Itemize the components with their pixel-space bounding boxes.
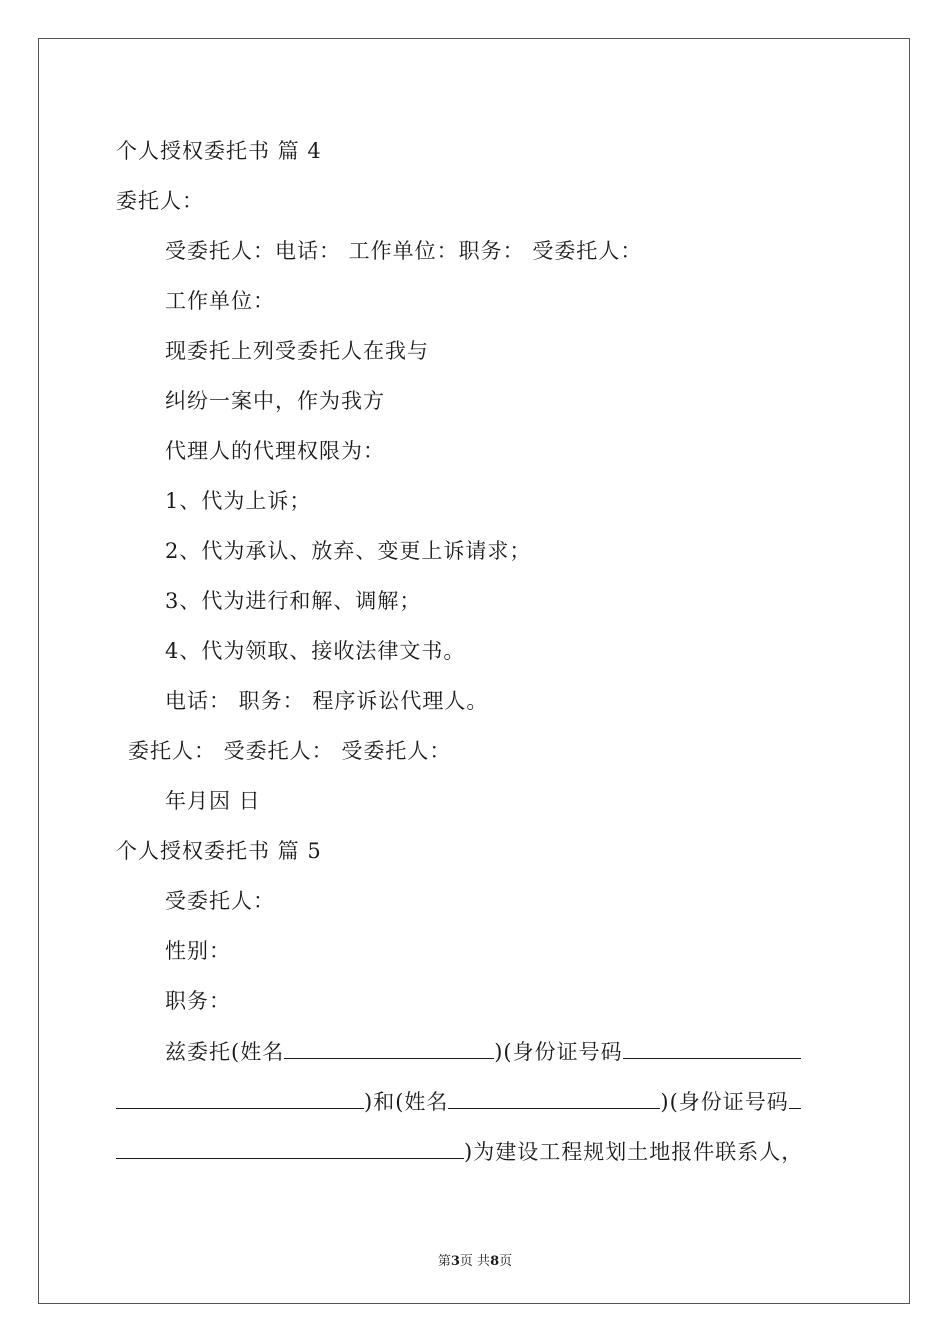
name-blank-2[interactable]	[448, 1088, 660, 1109]
p1-text-b: )(身份证号码	[494, 1040, 623, 1064]
section4-item-4: 4、代为领取、接收法律文书。	[165, 639, 466, 663]
p2-text-a: )和(姓名	[364, 1090, 449, 1114]
footer-suffix: 页	[499, 1254, 513, 1269]
p2-text-b: )(身份证号码	[660, 1090, 789, 1114]
id-blank-2-end[interactable]	[116, 1138, 464, 1159]
section4-work-unit: 工作单位：	[165, 289, 275, 313]
section5-paragraph-line-3	[116, 1138, 803, 1165]
section4-item-3: 3、代为进行和解、调解；	[165, 589, 422, 613]
section4-contact-row: 电话： 职务： 程序诉讼代理人。	[165, 689, 489, 713]
section5-paragraph-line-1	[165, 1038, 801, 1065]
page-footer	[0, 1250, 950, 1269]
footer-prefix: 第	[437, 1254, 451, 1269]
section5-agent: 受委托人：	[165, 889, 275, 913]
section4-item-2: 2、代为承认、放弃、变更上诉请求；	[165, 539, 532, 563]
section4-intro-2: 纠纷一案中，作为我方	[165, 389, 385, 413]
id-blank-2-start[interactable]	[789, 1088, 801, 1109]
id-blank-1-start[interactable]	[623, 1038, 801, 1059]
section4-intro-1: 现委托上列受委托人在我与	[165, 339, 429, 363]
footer-page-number: 3	[450, 1254, 460, 1269]
section4-item-1: 1、代为上诉；	[165, 489, 312, 513]
section4-date-row: 年月因 日	[165, 789, 261, 813]
section5-gender: 性别：	[165, 939, 231, 963]
p3-text-a: )为建设工程规划土地报件联系人，	[464, 1140, 804, 1164]
section4-signature-row: 委托人： 受委托人： 受委托人：	[128, 739, 452, 763]
section5-paragraph-line-2	[116, 1088, 801, 1115]
section5-position: 职务：	[165, 989, 231, 1013]
section4-principal: 委托人：	[116, 189, 204, 213]
id-blank-1-end[interactable]	[116, 1088, 364, 1109]
p1-text-a: 兹委托(姓名	[165, 1040, 285, 1064]
footer-page-total: 8	[490, 1254, 500, 1269]
section4-intro-3: 代理人的代理权限为：	[165, 439, 385, 463]
name-blank-1[interactable]	[284, 1038, 494, 1059]
section4-title: 个人授权委托书 篇 4	[116, 139, 322, 163]
section5-title: 个人授权委托书 篇 5	[116, 839, 322, 863]
section4-agent-info: 受委托人：电话： 工作单位：职务： 受委托人：	[165, 239, 643, 263]
footer-mid: 页 共	[459, 1254, 491, 1269]
